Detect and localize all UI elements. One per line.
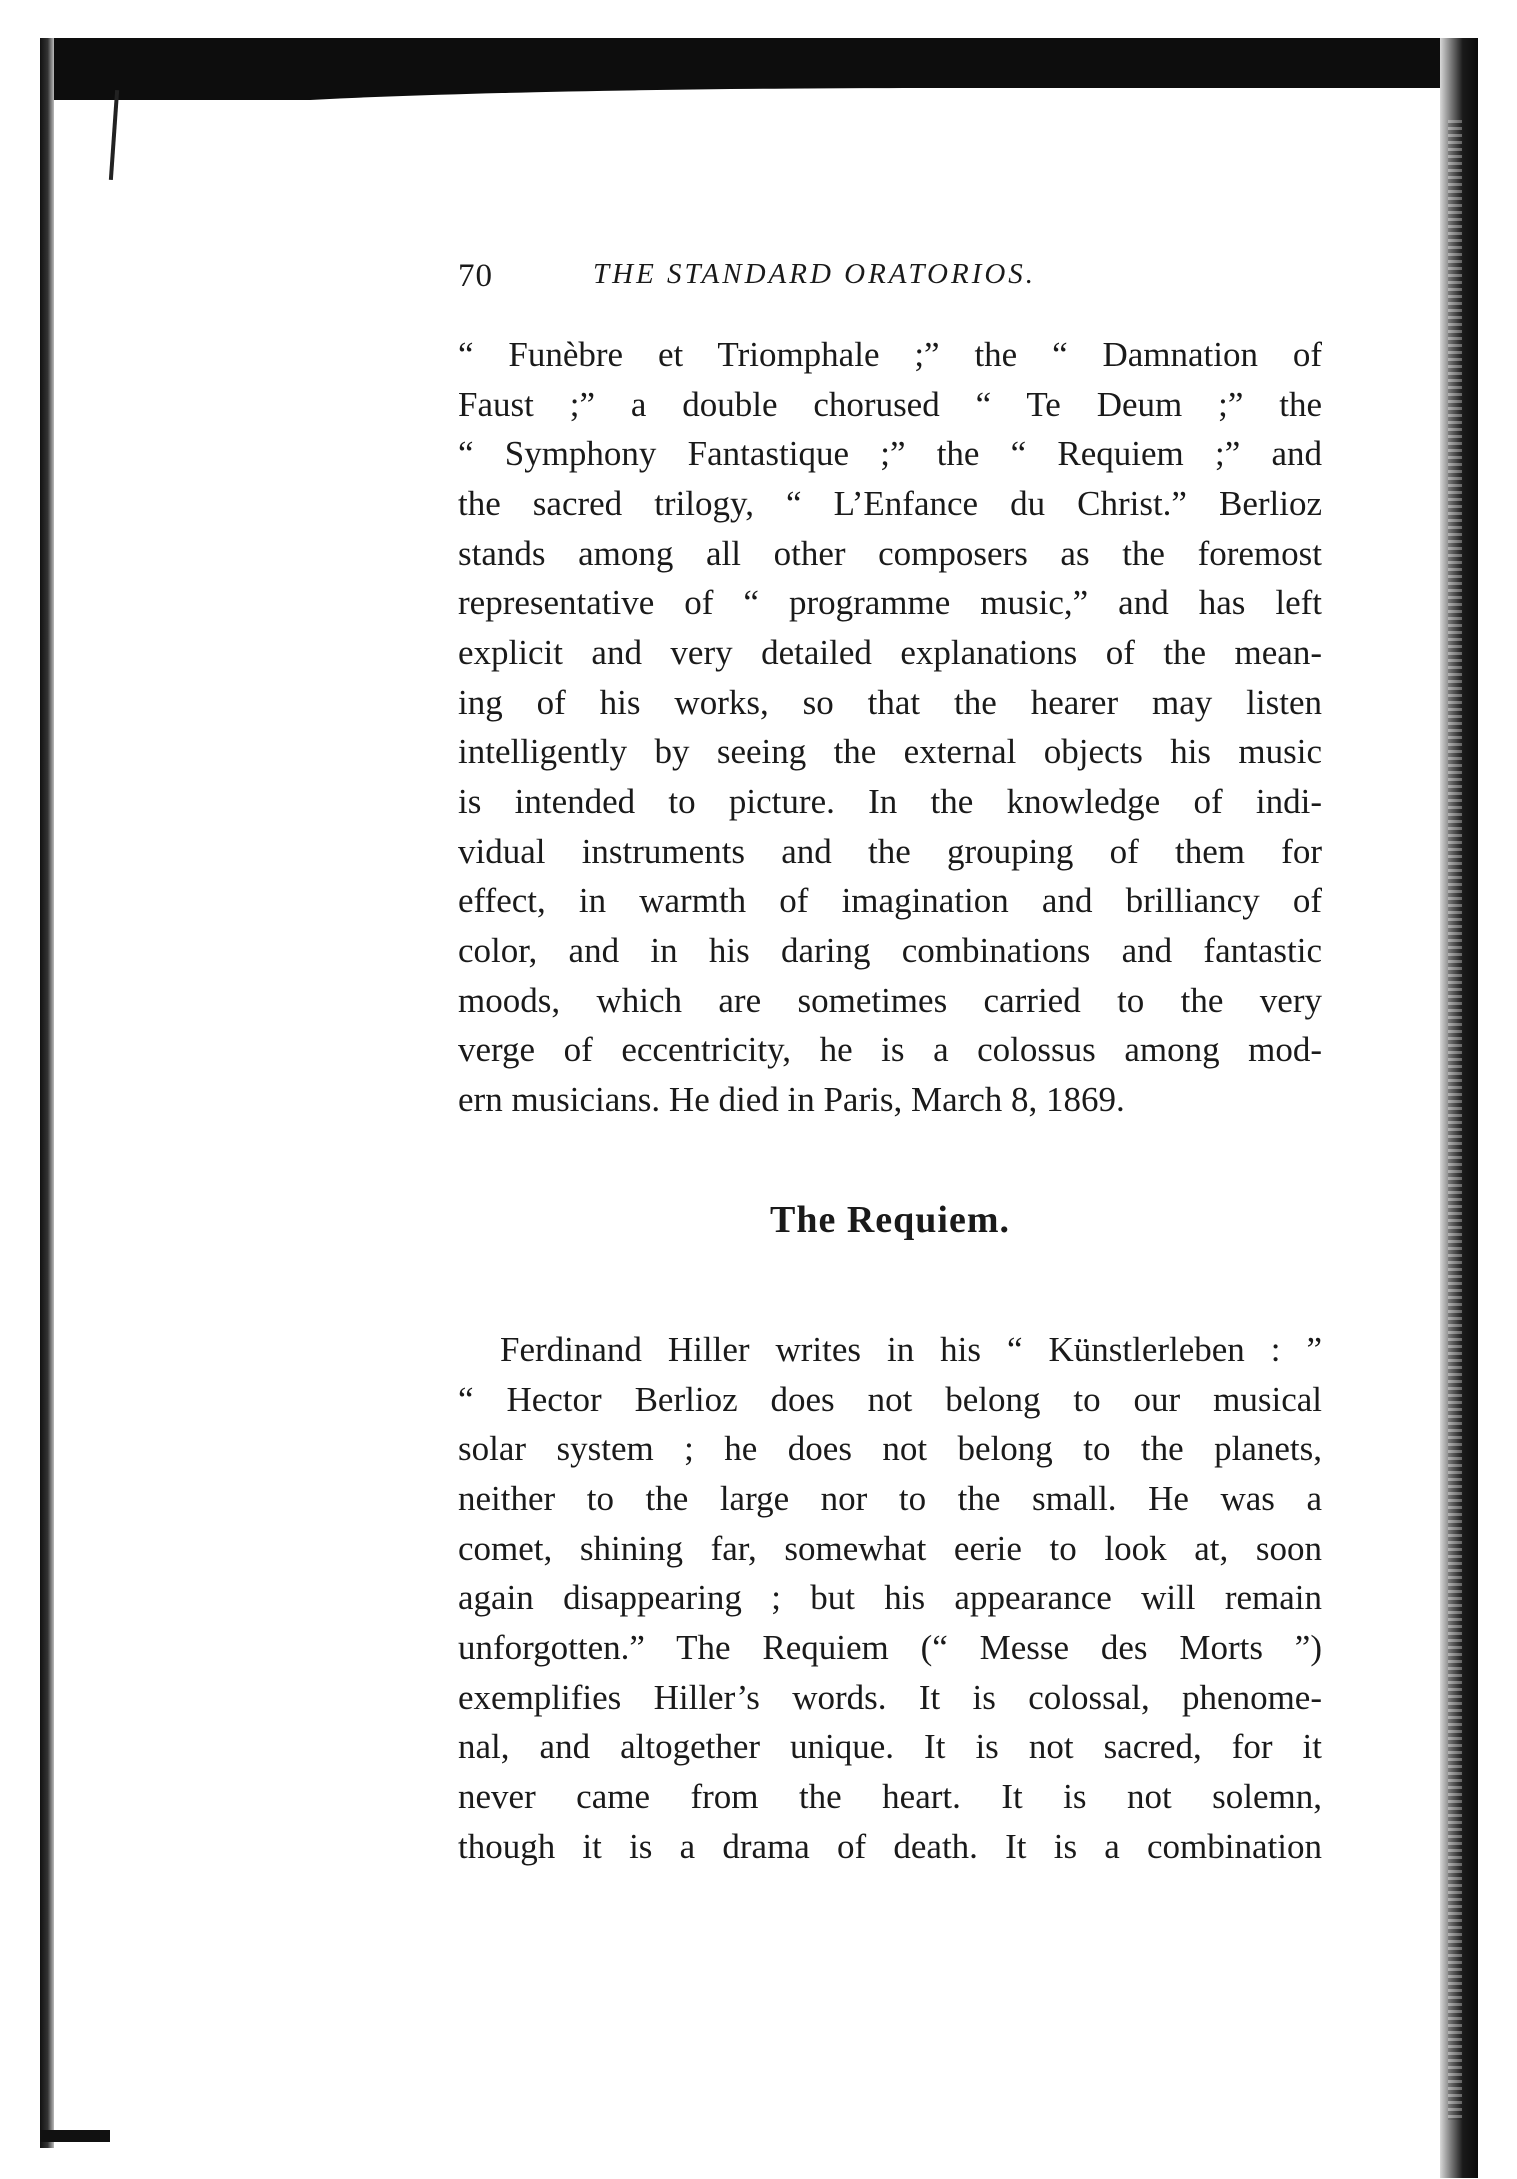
text-line: representative of “ programme music,” and has left — [458, 583, 1322, 622]
text-line: solar system ; he does not belong to the planets, — [458, 1429, 1322, 1468]
text-line: neither to the large nor to the small. He was a — [458, 1479, 1322, 1518]
text-line: intelligently by seeing the external objects his music — [458, 732, 1322, 771]
text-line: Ferdinand Hiller writes in his “ Künstlerleben : ” — [500, 1330, 1322, 1369]
text-line: the sacred trilogy, “ L’Enfance du Christ.” Berlioz — [458, 484, 1322, 523]
scan-edge-left — [40, 38, 54, 2148]
text-line: ern musicians. He died in Paris, March 8, 1869. — [458, 1080, 1125, 1119]
scan-edge-bottom-left — [40, 2130, 110, 2142]
text-line: “ Funèbre et Triomphale ;” the “ Damnation of — [458, 335, 1322, 374]
text-line: though it is a drama of death. It is a combination — [458, 1827, 1322, 1866]
text-line: color, and in his daring combinations and fantastic — [458, 931, 1322, 970]
text-line: stands among all other composers as the foremost — [458, 534, 1322, 573]
text-line: “ Symphony Fantastique ;” the “ Requiem ;” and — [458, 434, 1322, 473]
text-line: comet, shining far, somewhat eerie to look at, soon — [458, 1529, 1322, 1568]
text-line: exemplifies Hiller’s words. It is colossal, phenome- — [458, 1678, 1322, 1717]
text-line: verge of eccentricity, he is a colossus among mod- — [458, 1030, 1322, 1069]
section-heading: The Requiem. — [770, 1199, 1010, 1241]
text-line: never came from the heart. It is not solemn, — [458, 1777, 1322, 1816]
page-number: 70 — [458, 258, 493, 294]
scan-edge-right-texture — [1448, 120, 1462, 2120]
text-line: “ Hector Berlioz does not belong to our musical — [458, 1380, 1322, 1419]
scan-edge-fold — [109, 90, 119, 180]
text-line: effect, in warmth of imagination and brilliancy of — [458, 881, 1322, 920]
text-line: unforgotten.” The Requiem (“ Messe des Morts ”) — [458, 1628, 1322, 1667]
text-line: moods, which are sometimes carried to the very — [458, 981, 1322, 1020]
running-title: THE STANDARD ORATORIOS. — [593, 258, 1037, 290]
text-line: nal, and altogether unique. It is not sacred, for it — [458, 1727, 1322, 1766]
text-line: is intended to picture. In the knowledge of indi- — [458, 782, 1322, 821]
text-line: ing of his works, so that the hearer may listen — [458, 683, 1322, 722]
text-line: vidual instruments and the grouping of them for — [458, 832, 1322, 871]
text-line: again disappearing ; but his appearance will remain — [458, 1578, 1322, 1617]
running-header — [458, 258, 1318, 308]
text-line: explicit and very detailed explanations of the mean- — [458, 633, 1322, 672]
text-line: Faust ;” a double chorused “ Te Deum ;” the — [458, 385, 1322, 424]
